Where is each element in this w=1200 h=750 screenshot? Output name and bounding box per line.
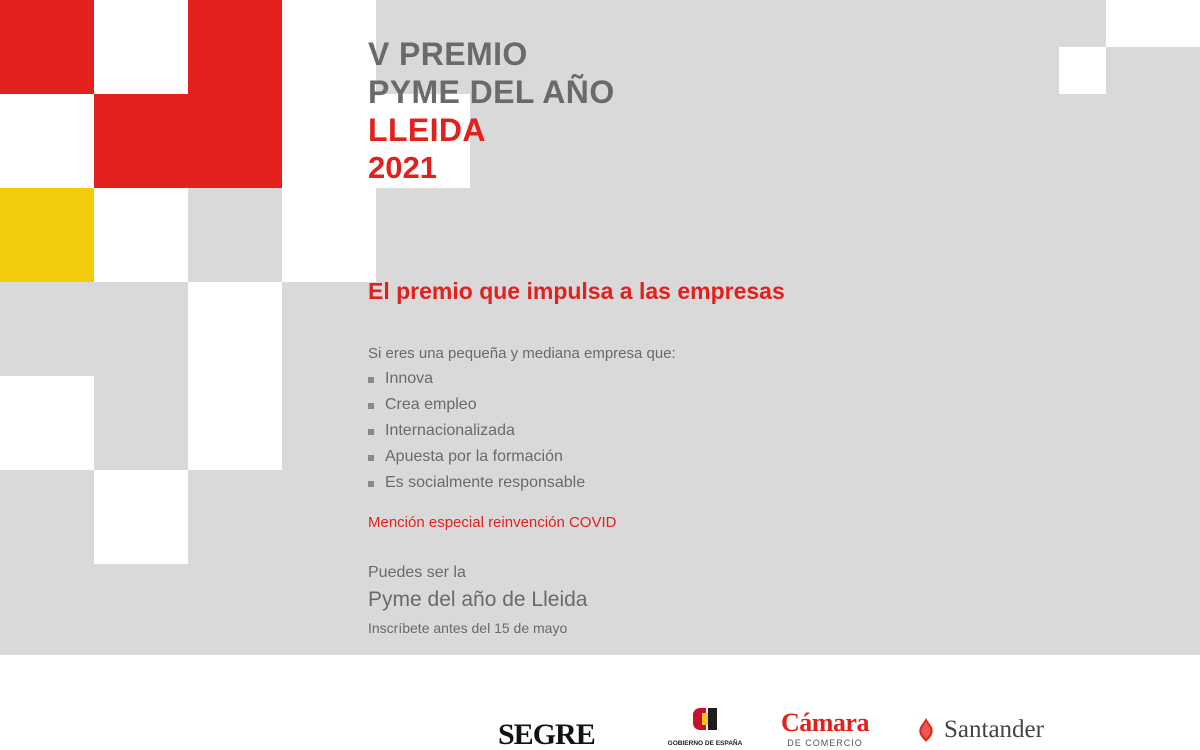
title-line-2: PYME DEL AÑO bbox=[368, 74, 615, 110]
criteria-list bbox=[368, 370, 585, 500]
list-item bbox=[368, 370, 585, 388]
bullet-square-icon bbox=[368, 403, 374, 409]
logo-segre: SEGRE bbox=[498, 718, 595, 750]
logo-camara-subtitle: DE COMERCIO bbox=[787, 738, 863, 748]
list-item-label: Innova bbox=[385, 370, 434, 387]
closing-line-1: Puedes ser la bbox=[368, 564, 466, 581]
logo-camara bbox=[770, 708, 880, 748]
list-item bbox=[368, 422, 585, 440]
title-line-1: V PREMIO bbox=[368, 36, 528, 72]
santander-flame-icon bbox=[915, 718, 937, 742]
bullet-square-icon bbox=[368, 429, 374, 435]
bullet-square-icon bbox=[368, 377, 374, 383]
closing-block bbox=[368, 564, 588, 636]
special-mention: Mención especial reinvención COVID bbox=[368, 514, 617, 531]
lead-text: Si eres una pequeña y mediana empresa que: bbox=[368, 345, 676, 362]
logo-santander-word: Santander bbox=[944, 716, 1044, 743]
title-year: 2021 bbox=[368, 150, 437, 185]
logo-santander bbox=[915, 716, 1044, 744]
logo-gobierno-label: GOBIERNO DE ESPAÑA bbox=[667, 740, 743, 747]
list-item-label: Crea empleo bbox=[385, 396, 477, 413]
closing-line-2: Pyme del año de Lleida bbox=[368, 588, 588, 611]
bullet-square-icon bbox=[368, 455, 374, 461]
list-item-label: Es socialmente responsable bbox=[385, 474, 586, 491]
list-item-label: Apuesta por la formación bbox=[385, 448, 563, 465]
tagline: El premio que impulsa a las empresas bbox=[368, 278, 785, 304]
list-item bbox=[368, 396, 585, 414]
list-item bbox=[368, 474, 585, 492]
closing-deadline: Inscríbete antes del 15 de mayo bbox=[368, 620, 568, 636]
logo-camara-word: Cámara bbox=[781, 708, 869, 737]
logo-gobierno-de-espana bbox=[645, 708, 765, 750]
list-item-label: Internacionalizada bbox=[385, 422, 515, 439]
bullet-square-icon bbox=[368, 481, 374, 487]
sponsor-logo-strip bbox=[0, 655, 1200, 750]
spain-coat-of-arms-icon bbox=[693, 708, 717, 730]
title-city: LLEIDA bbox=[368, 112, 486, 148]
title-block bbox=[368, 38, 615, 183]
list-item bbox=[368, 448, 585, 466]
